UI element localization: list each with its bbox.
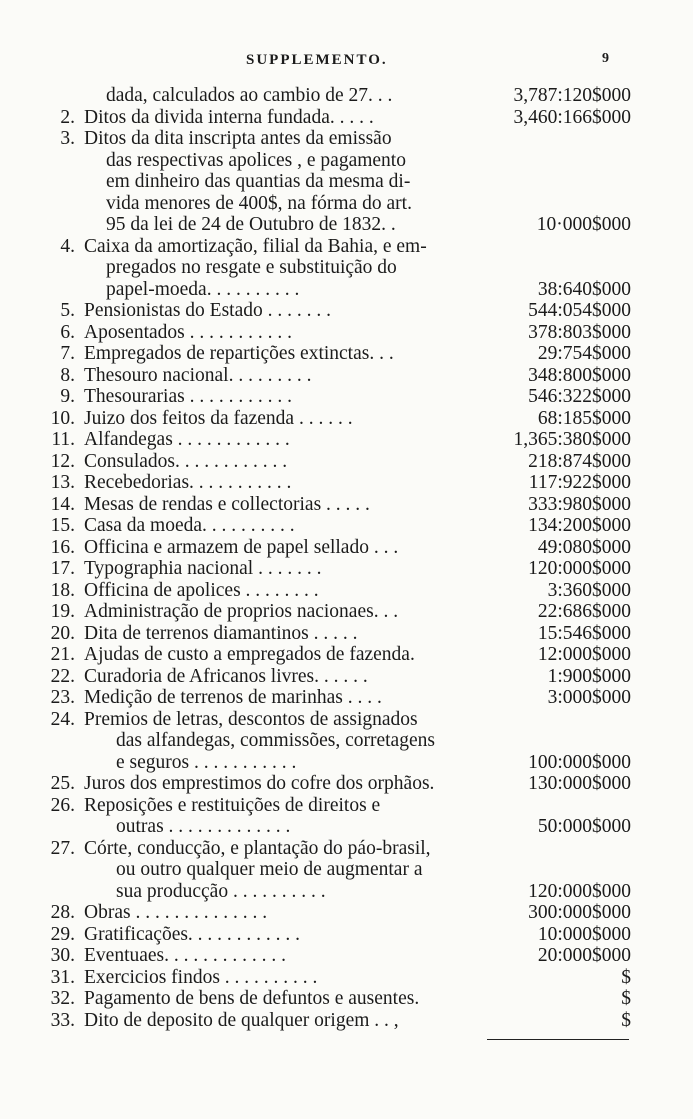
item-amount: 49:080$000 <box>537 536 631 558</box>
item-description: ou outro qualquer meio de augmentar a <box>116 859 423 880</box>
item-description: Juizo dos feitos da fazenda . . . . . . <box>84 407 353 429</box>
ledger-line <box>0 300 693 322</box>
item-description: Thesouro nacional. . . . . . . . . <box>84 364 312 386</box>
item-number: 25. <box>50 773 75 794</box>
ledger-line <box>0 902 693 924</box>
item-amount: $ <box>621 966 631 988</box>
item-amount: 3:360$000 <box>547 579 631 601</box>
item-number: 14. <box>50 493 75 515</box>
item-amount: 348:800$000 <box>528 364 631 386</box>
item-number: 9. <box>60 386 75 407</box>
item-description: Dito de deposito de qualquer origem . . , <box>84 1009 399 1031</box>
item-description: outras . . . . . . . . . . . . . <box>116 816 291 837</box>
item-amount: 120:000$000 <box>528 880 631 902</box>
item-number: 11. <box>51 429 75 450</box>
item-number: 19. <box>50 601 75 622</box>
item-description: Officina de apolices . . . . . . . . <box>84 579 319 601</box>
ledger-line <box>0 214 693 236</box>
item-amount: 38:640$000 <box>537 278 631 300</box>
item-amount: 544:054$000 <box>528 300 631 321</box>
item-number: 2. <box>60 106 75 128</box>
item-description: Mesas de rendas e collectorias . . . . . <box>84 493 370 515</box>
item-description: Recebedorias. . . . . . . . . . . <box>84 472 292 493</box>
item-number: 10. <box>50 407 75 429</box>
ledger-line <box>0 365 693 387</box>
item-description: Pensionistas do Estado . . . . . . . <box>84 300 331 321</box>
ledger-line <box>0 709 693 731</box>
ledger-line <box>0 343 693 365</box>
item-description: papel-moeda. . . . . . . . . . <box>106 278 300 300</box>
item-description: Alfandegas . . . . . . . . . . . . <box>84 429 290 450</box>
ledger-line <box>0 386 693 408</box>
ledger-line <box>0 429 693 451</box>
item-number: 32. <box>50 988 75 1009</box>
item-description: Casa da moeda. . . . . . . . . . <box>84 515 295 536</box>
item-description: em dinheiro das quantias da mesma di- <box>106 171 411 192</box>
item-description: Pagamento de bens de defuntos e ausentes. <box>84 988 420 1009</box>
item-description: das respectivas apolices , e pagamento <box>106 149 406 171</box>
item-amount: 134:200$000 <box>528 515 631 536</box>
item-description: sua producção . . . . . . . . . . <box>116 880 326 902</box>
ledger-line <box>0 558 693 580</box>
ledger-line <box>0 150 693 172</box>
item-amount: 10:000$000 <box>537 923 631 945</box>
item-number: 16. <box>50 536 75 558</box>
ledger-line <box>0 494 693 516</box>
ledger-line <box>0 644 693 666</box>
ledger-line <box>0 945 693 967</box>
item-amount: 3,460:166$000 <box>513 106 631 128</box>
ledger-line <box>0 666 693 688</box>
item-description: Thesourarias . . . . . . . . . . . <box>84 386 292 407</box>
ledger-line <box>0 730 693 752</box>
ledger-line <box>0 580 693 602</box>
item-description: vida menores de 400$, na fórma do art. <box>106 192 412 214</box>
item-number: 13. <box>50 472 75 493</box>
item-amount: 22:686$000 <box>537 601 631 622</box>
item-number: 24. <box>50 708 75 730</box>
total-rule <box>487 1039 629 1040</box>
ledger-line <box>0 451 693 473</box>
item-number: 7. <box>60 343 75 364</box>
item-description: Curadoria de Africanos livres. . . . . . <box>84 665 368 687</box>
item-number: 18. <box>50 579 75 601</box>
ledger-list <box>0 85 693 1031</box>
item-description: Córte, conducção, e plantação do páo-brasil, <box>84 837 431 859</box>
item-amount: 3,787:120$000 <box>513 85 631 106</box>
item-number: 12. <box>50 450 75 472</box>
item-description: e seguros . . . . . . . . . . . <box>116 751 297 773</box>
ledger-line <box>0 537 693 559</box>
item-amount: 546:322$000 <box>528 386 631 407</box>
ledger-line <box>0 924 693 946</box>
item-number: 33. <box>50 1009 75 1031</box>
item-number: 26. <box>50 794 75 816</box>
item-description: das alfandegas, commissões, corretagens <box>116 730 435 751</box>
ledger-line <box>0 1010 693 1032</box>
ledger-line <box>0 988 693 1010</box>
ledger-line <box>0 687 693 709</box>
ledger-line <box>0 171 693 193</box>
item-amount: 218:874$000 <box>528 450 631 472</box>
item-description: Eventuaes. . . . . . . . . . . . . <box>84 945 287 966</box>
ledger-line <box>0 236 693 258</box>
ledger-line <box>0 773 693 795</box>
item-description: dada, calculados ao cambio de 27. . . <box>106 85 393 106</box>
item-amount: $ <box>621 1009 631 1031</box>
item-number: 17. <box>50 558 75 579</box>
ledger-line <box>0 795 693 817</box>
ledger-line <box>0 408 693 430</box>
item-description: Consulados. . . . . . . . . . . . <box>84 450 288 472</box>
item-number: 15. <box>50 515 75 536</box>
item-amount: 300:000$000 <box>528 902 631 923</box>
item-amount: $ <box>621 988 631 1009</box>
item-number: 21. <box>50 644 75 665</box>
item-amount: 1,365:380$000 <box>513 429 631 450</box>
item-description: Reposições e restituições de direitos e <box>84 794 381 816</box>
ledger-line <box>0 623 693 645</box>
item-amount: 378:803$000 <box>528 321 631 343</box>
item-description: Officina e armazem de papel sellado . . . <box>84 536 399 558</box>
page-title: SUPPLEMENTO. <box>246 52 388 68</box>
item-amount: 117:922$000 <box>528 472 631 493</box>
ledger-line <box>0 881 693 903</box>
page-header <box>0 52 693 74</box>
ledger-line <box>0 859 693 881</box>
item-number: 30. <box>50 945 75 966</box>
item-number: 27. <box>50 837 75 859</box>
item-amount: 12:000$000 <box>537 644 631 665</box>
ledger-line <box>0 967 693 989</box>
item-amount: 68:185$000 <box>537 407 631 429</box>
item-description: Ajudas de custo a empregados de fazenda. <box>84 644 415 665</box>
ledger-line <box>0 752 693 774</box>
ledger-line <box>0 322 693 344</box>
item-number: 3. <box>60 128 75 149</box>
ledger-line <box>0 85 693 107</box>
ledger-line <box>0 279 693 301</box>
item-amount: 3:000$000 <box>547 687 631 708</box>
item-amount: 333:980$000 <box>528 493 631 515</box>
item-description: Aposentados . . . . . . . . . . . <box>84 321 292 343</box>
item-number: 31. <box>50 966 75 988</box>
item-description: Ditos da dita inscripta antes da emissão <box>84 128 392 149</box>
item-description: Typographia nacional . . . . . . . <box>84 558 322 579</box>
item-number: 5. <box>60 300 75 321</box>
item-amount: 100:000$000 <box>528 751 631 773</box>
item-number: 20. <box>50 622 75 644</box>
item-description: Obras . . . . . . . . . . . . . . <box>84 902 268 923</box>
item-amount: 50:000$000 <box>537 816 631 837</box>
item-description: Dita de terrenos diamantinos . . . . . <box>84 622 358 644</box>
item-description: Juros dos emprestimos do cofre dos orphãos. <box>84 773 435 794</box>
ledger-line <box>0 128 693 150</box>
item-description: Administração de proprios nacionaes. . . <box>84 601 399 622</box>
ledger-line <box>0 816 693 838</box>
ledger-line <box>0 107 693 129</box>
ledger-line <box>0 838 693 860</box>
item-number: 29. <box>50 923 75 945</box>
item-amount: 130:000$000 <box>528 773 631 794</box>
ledger-line <box>0 601 693 623</box>
item-amount: 120:000$000 <box>528 558 631 579</box>
item-description: Medição de terrenos de marinhas . . . . <box>84 687 382 708</box>
item-description: Premios de letras, descontos de assignados <box>84 708 418 730</box>
ledger-line <box>0 472 693 494</box>
item-description: Gratificações. . . . . . . . . . . . <box>84 923 301 945</box>
item-number: 6. <box>60 321 75 343</box>
item-number: 28. <box>50 902 75 923</box>
ledger-line <box>0 193 693 215</box>
item-description: Empregados de repartições extinctas. . . <box>84 343 394 364</box>
item-description: Caixa da amortização, filial da Bahia, e em- <box>84 235 427 257</box>
item-amount: 10·000$000 <box>536 214 631 235</box>
item-number: 4. <box>60 235 75 257</box>
ledger-line <box>0 257 693 279</box>
item-amount: 29:754$000 <box>537 343 631 364</box>
item-number: 8. <box>60 364 75 386</box>
item-description: 95 da lei de 24 de Outubro de 1832. . <box>106 214 396 235</box>
item-amount: 1:900$000 <box>547 665 631 687</box>
item-description: Exercicios findos . . . . . . . . . . <box>84 966 318 988</box>
item-number: 23. <box>50 687 75 708</box>
item-amount: 20:000$000 <box>537 945 631 966</box>
item-number: 22. <box>50 665 75 687</box>
item-amount: 15:546$000 <box>537 622 631 644</box>
item-description: Ditos da divida interna fundada. . . . . <box>84 106 374 128</box>
ledger-line <box>0 515 693 537</box>
item-description: pregados no resgate e substituição do <box>106 257 397 278</box>
page-number: 9 <box>602 51 609 66</box>
